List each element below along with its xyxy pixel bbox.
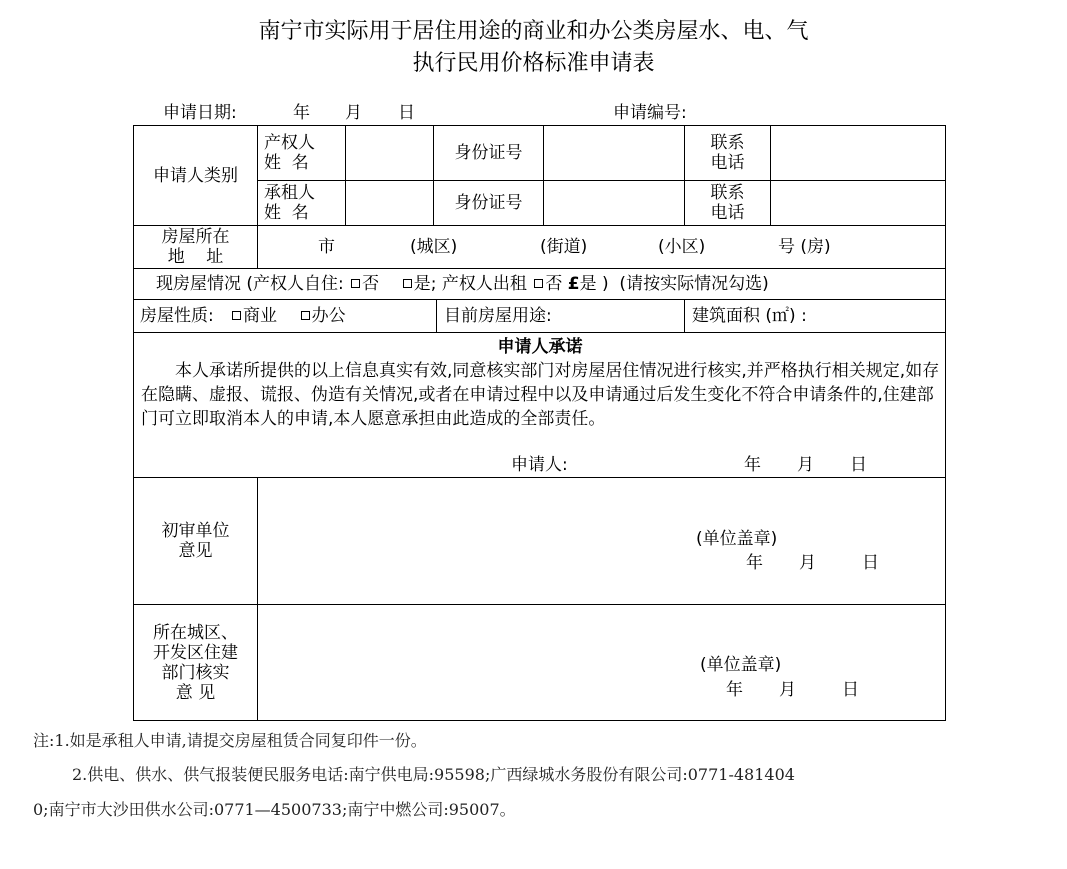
district-review-opinion-field[interactable] bbox=[258, 605, 945, 720]
district-review-year: 年 bbox=[726, 680, 743, 700]
form-title-line2: 执行民用价格标准申请表 bbox=[412, 51, 655, 76]
apply-date-year: 年 bbox=[293, 103, 310, 123]
first-review-label-line1: 初审单位 bbox=[161, 521, 230, 541]
first-review-opinion-field[interactable] bbox=[258, 478, 945, 604]
tenant-phone-label-line2: 电话 bbox=[710, 203, 745, 223]
commitment-year: 年 bbox=[744, 455, 761, 475]
district-review-seal: (单位盖章) bbox=[700, 655, 782, 675]
first-review-day: 日 bbox=[862, 553, 879, 573]
house-situation-line bbox=[156, 274, 769, 294]
commitment-text: 本人承诺所提供的以上信息真实有效,同意核实部门对房屋居住情况进行核实,并严格执行相关规定,如存在隐瞒、虚报、谎报、伪造有关情况,或者在申请过程中以及申请通过后发生变化不符合申请条件的,住建部门可立即取消本人的申请,本人愿意承担由此造成的全部责任。 bbox=[141, 361, 940, 429]
tenant-name-field[interactable] bbox=[346, 181, 433, 225]
district-review-label-line1: 所在城区、 bbox=[153, 622, 238, 643]
owner-name-label-line1: 产权人 bbox=[264, 133, 315, 153]
owner-rented-no-checkbox[interactable] bbox=[534, 279, 543, 288]
tenant-id-field[interactable] bbox=[544, 181, 684, 225]
owner-name-field[interactable] bbox=[346, 126, 433, 180]
tenant-name-label-line1: 承租人 bbox=[264, 183, 315, 203]
address-street: (街道) bbox=[540, 237, 588, 257]
tenant-name-label bbox=[264, 181, 344, 225]
owner-id-label: 身份证号 bbox=[454, 143, 523, 163]
owner-occupied-yes-label: 是; 产权人出租 bbox=[413, 274, 527, 294]
owner-rented-yes-checkbox[interactable]: £ bbox=[567, 274, 580, 294]
owner-rented-yes-label: 是 ) (请按实际情况勾选) bbox=[579, 274, 769, 294]
tenant-phone-label-line1: 联系 bbox=[710, 183, 745, 203]
address-district: (城区) bbox=[410, 237, 458, 257]
current-use-label: 目前房屋用途: bbox=[444, 306, 552, 326]
address-label bbox=[134, 226, 257, 268]
district-review-day: 日 bbox=[842, 680, 859, 700]
tenant-phone-field[interactable] bbox=[771, 181, 945, 225]
tenant-name-label-line2: 姓 名 bbox=[264, 203, 309, 223]
first-review-year: 年 bbox=[746, 553, 763, 573]
situation-prefix: 现房屋情况 (产权人自住: bbox=[156, 274, 344, 294]
address-city: 市 bbox=[318, 237, 335, 257]
owner-name-label-line2: 姓 名 bbox=[264, 153, 309, 173]
owner-id-field[interactable] bbox=[544, 126, 684, 180]
first-review-month: 月 bbox=[799, 553, 816, 573]
address-community: (小区) bbox=[658, 237, 706, 257]
district-review-label-line2: 开发区住建 bbox=[153, 642, 238, 663]
note-2-line2: 0;南宁市大沙田供水公司:0771—4500733;南宁中燃公司:95007。 bbox=[33, 800, 516, 819]
owner-occupied-yes-checkbox[interactable] bbox=[403, 279, 412, 288]
tenant-phone-label bbox=[685, 181, 770, 225]
first-review-seal: (单位盖章) bbox=[696, 529, 778, 549]
address-number: 号 (房) bbox=[778, 237, 831, 257]
office-checkbox[interactable] bbox=[301, 311, 310, 320]
apply-date-month: 月 bbox=[345, 103, 362, 123]
apply-date-day: 日 bbox=[398, 103, 415, 123]
owner-phone-label-line2: 电话 bbox=[710, 153, 745, 173]
apply-date-label: 申请日期: bbox=[163, 103, 237, 123]
office-label: 办公 bbox=[311, 306, 346, 326]
tenant-id-label: 身份证号 bbox=[454, 193, 523, 213]
district-review-month: 月 bbox=[779, 680, 796, 700]
district-review-label bbox=[134, 605, 257, 720]
first-review-label-line2: 意见 bbox=[178, 541, 213, 561]
apply-number-label: 申请编号: bbox=[613, 103, 687, 123]
commitment-month: 月 bbox=[797, 455, 814, 475]
building-area-label: 建筑面积 (㎡) : bbox=[692, 306, 807, 326]
owner-phone-label-line1: 联系 bbox=[710, 133, 745, 153]
note-2-line1: 2.供电、供水、供气报装便民服务电话:南宁供电局:95598;广西绿城水务股份有限公司:0771-481404 bbox=[72, 765, 795, 784]
applicant-category-label: 申请人类别 bbox=[153, 165, 238, 186]
address-label-line1: 房屋所在 bbox=[161, 227, 230, 247]
commercial-label: 商业 bbox=[242, 306, 277, 326]
owner-phone-field[interactable] bbox=[771, 126, 945, 180]
owner-phone-label bbox=[685, 126, 770, 180]
commercial-checkbox[interactable] bbox=[232, 311, 241, 320]
commitment-day: 日 bbox=[850, 455, 867, 475]
district-review-label-line4: 意 见 bbox=[175, 682, 216, 703]
owner-name-label bbox=[264, 126, 344, 180]
first-review-label bbox=[134, 478, 257, 604]
house-nature-label: 房屋性质: bbox=[140, 306, 214, 326]
owner-occupied-no-checkbox[interactable] bbox=[351, 279, 360, 288]
owner-occupied-no-label: 否 bbox=[362, 274, 380, 294]
commitment-heading: 申请人承诺 bbox=[497, 337, 583, 357]
district-review-label-line3: 部门核实 bbox=[161, 662, 230, 683]
house-nature-line bbox=[140, 306, 346, 326]
address-label-line2: 地 址 bbox=[167, 247, 224, 267]
form-title-line1: 南宁市实际用于居住用途的商业和办公类房屋水、电、气 bbox=[258, 19, 809, 44]
owner-rented-no-label: 否 bbox=[545, 274, 563, 294]
commitment-applicant-label: 申请人: bbox=[511, 455, 568, 475]
note-1: 注:1.如是承租人申请,请提交房屋租赁合同复印件一份。 bbox=[33, 731, 427, 750]
